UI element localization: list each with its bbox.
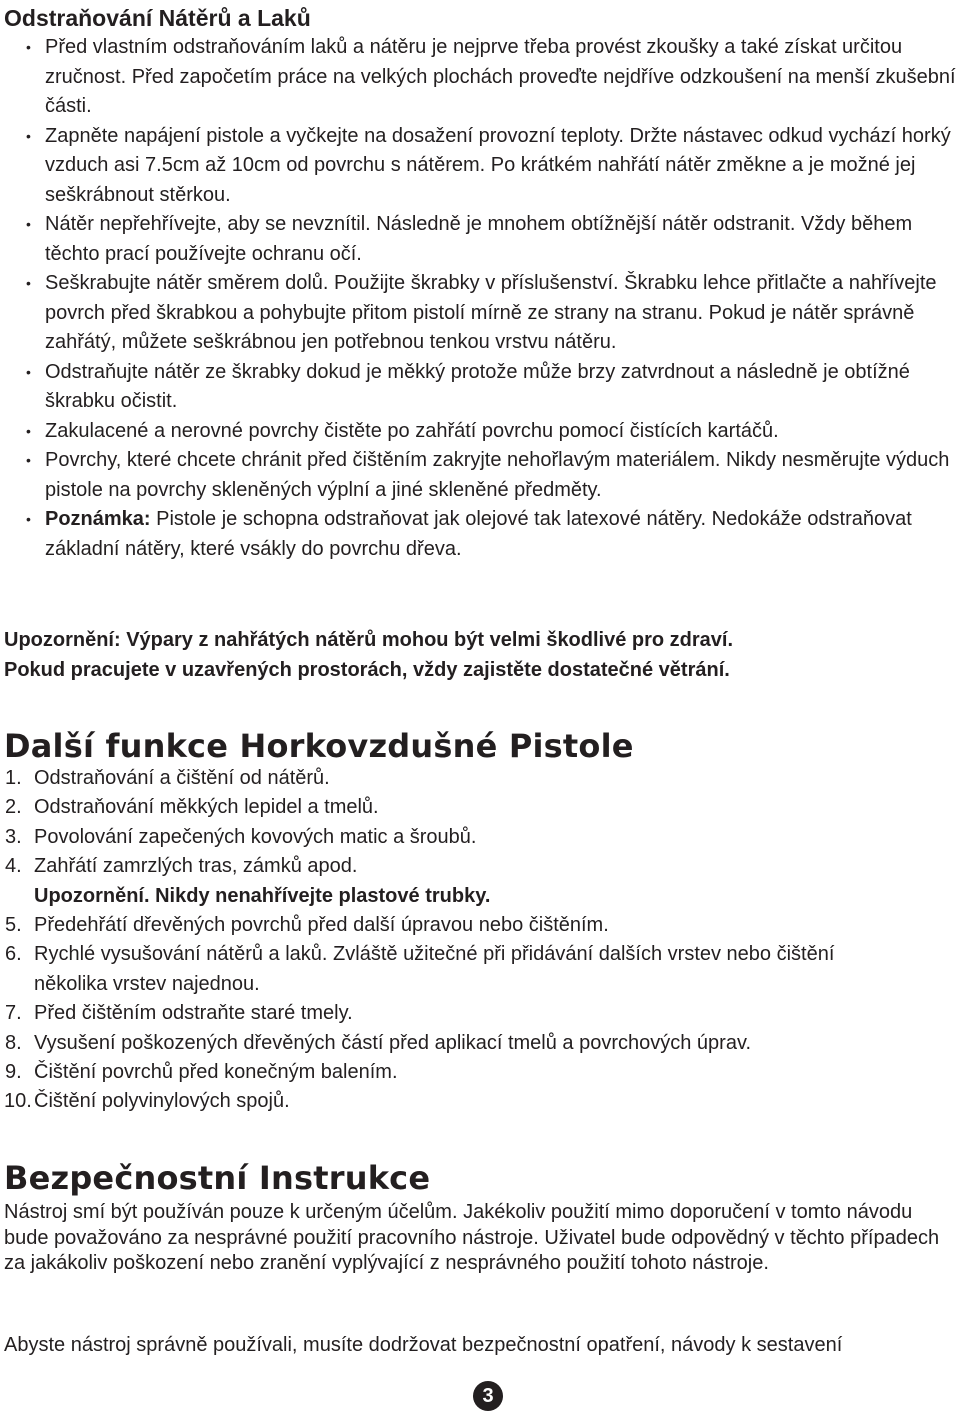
list-item-text: Rychlé vysušování nátěrů a laků. Zvláště užitečné při přidávání dalších vrstev nebo čištění několika vrstev najednou. — [34, 943, 835, 995]
list-item-text: Odstraňování měkkých lepidel a tmelů. — [34, 796, 379, 819]
list-item — [0, 764, 958, 793]
safety-paragraph: Abyste nástroj správně používali, musíte dodržovat bezpečnostní opatření, návody k sestavení — [4, 1334, 843, 1356]
bullet-icon: • — [26, 422, 31, 439]
list-item — [0, 358, 958, 417]
safety-paragraph: Nástroj smí být používán pouze k určeným účelům. Jakékoliv použití mimo doporučení v tomto návodu bude považováno za nesprávné použití pracovního nástroje. Uživatel bude odpovědný v těchto případech za jakákoliv poškození nebo zranění vyplývající z nesprávného použití tohoto nástroje. — [4, 1201, 940, 1274]
list-item-text: Zakulacené a nerovné povrchy čistěte po zahřátí povrchu pomocí čistících kartáčů. — [45, 419, 779, 442]
list-item — [0, 911, 958, 940]
bullet-icon: • — [26, 216, 31, 232]
list-item-text: Čištění polyvinylových spojů. — [34, 1090, 290, 1113]
bullet-icon: • — [26, 452, 31, 468]
warning-line: Upozornění: Výpary z nahřátých nátěrů mohou být velmi škodlivé pro zdraví. — [4, 629, 734, 651]
item-number: 7. — [5, 1002, 22, 1025]
list-item — [0, 940, 958, 999]
list-item — [0, 33, 958, 122]
note-label: Poznámka: — [45, 508, 151, 530]
page-number-badge: 3 — [473, 1381, 503, 1411]
list-item — [0, 1087, 958, 1116]
item-number: 6. — [5, 943, 22, 966]
list-item — [0, 210, 958, 269]
list-item-text: Povrchy, které chcete chránit před čištěním zakryjte nehořlavým materiálem. Nikdy nesměrujte výduch pistole na povrchy skleněných výplní a jiné skleněné předměty. — [45, 449, 950, 501]
list-item-text: Zahřátí zamrzlých tras, zámků apod. — [34, 855, 358, 878]
section-title-other-functions: Další funkce Horkovzdušné Pistole — [4, 727, 634, 765]
bullet-icon: • — [26, 39, 31, 55]
item-number: 1. — [5, 767, 22, 789]
section-title-paint-removal: Odstraňování Nátěrů a Laků — [4, 5, 311, 31]
item-number: 8. — [5, 1031, 22, 1054]
list-item-text: Před čištěním odstraňte staré tmely. — [34, 1002, 353, 1025]
list-item-text: Zapněte napájení pistole a vyčkejte na dosažení provozní teploty. Držte nástavec odkud vychází horký vzduch asi 7.5cm až 10cm od povrchu s nátěrem. Po krátkém nahřátí nátěr změkne a je možné jej seškrábnout stěrkou. — [45, 124, 951, 206]
list-item — [0, 793, 958, 822]
list-item-text: Pistole je schopna odstraňovat jak olejové tak latexové nátěry. Nedokáže odstraňovat základní nátěry, které vsákly do povrchu dřeva. — [45, 508, 912, 560]
item-number: 10. — [4, 1090, 32, 1113]
list-item-text: Odstraňování a čištění od nátěrů. — [34, 767, 330, 789]
list-item-text: Nátěr nepřehřívejte, aby se nevznítil. Následně je mnohem obtížnější nátěr odstranit. Vždy během těchto prací používejte ochranu očí. — [45, 213, 913, 265]
bullet-icon: • — [26, 275, 31, 291]
list-item — [0, 505, 958, 564]
item-number: 9. — [5, 1061, 22, 1084]
list-item — [0, 852, 958, 911]
health-warning — [4, 626, 954, 685]
list-item — [0, 1029, 958, 1058]
list-item — [0, 122, 958, 211]
warning-line: Pokud pracujete v uzavřených prostorách, vždy zajistěte dostatečné větrání. — [4, 658, 730, 681]
list-item — [0, 823, 958, 852]
list-item-text: Před vlastním odstraňováním laků a nátěru je nejprve třeba provést zkoušky a také získat určitou zručnost. Před započetím práce na velkých plochách proveďte nejdříve odzkoušení na menší zkušební části. — [45, 36, 956, 117]
list-item — [0, 417, 958, 447]
bullet-icon: • — [26, 363, 31, 380]
item-number: 2. — [5, 796, 22, 819]
item-number: 5. — [5, 914, 22, 937]
list-item-text: Vysušení poškozených dřevěných částí před aplikací tmelů a povrchových úprav. — [34, 1031, 752, 1054]
list-item — [0, 999, 958, 1028]
item-number: 4. — [5, 855, 22, 878]
list-item — [0, 269, 958, 358]
list-item-text: Seškrabujte nátěr směrem dolů. Použijte škrabky v příslušenství. Škrabku lehce přitlačte a nahřívejte povrch před škrabkou a pohybujte přitom pistolí mírně ze strany na stranu. Pokud je nátěr správně zahřátý, můžete seškrábnou jen potřebnou tenkou vrstvu nátěru. — [45, 272, 937, 353]
list-item-text: Čištění povrchů před konečným balením. — [34, 1061, 398, 1084]
functions-list — [0, 764, 958, 1117]
list-item — [0, 1058, 958, 1087]
paint-removal-list — [0, 33, 958, 564]
bullet-icon: • — [26, 127, 31, 144]
item-number: 3. — [5, 825, 22, 848]
list-item-text: Předehřátí dřevěných povrchů před další úpravou nebo čištěním. — [34, 914, 609, 937]
list-item — [0, 446, 958, 505]
bullet-icon: • — [26, 511, 31, 527]
list-item-text: Odstraňujte nátěr ze škrabky dokud je měkký protože může brzy zatvrdnout a následně je obtížné škrabku očistit. — [45, 360, 910, 412]
section-title-safety: Bezpečnostní Instrukce — [4, 1159, 431, 1197]
pipe-warning: Upozornění. Nikdy nenahřívejte plastové trubky. — [34, 884, 491, 907]
list-item-text: Povolování zapečených kovových matic a šroubů. — [34, 825, 477, 848]
